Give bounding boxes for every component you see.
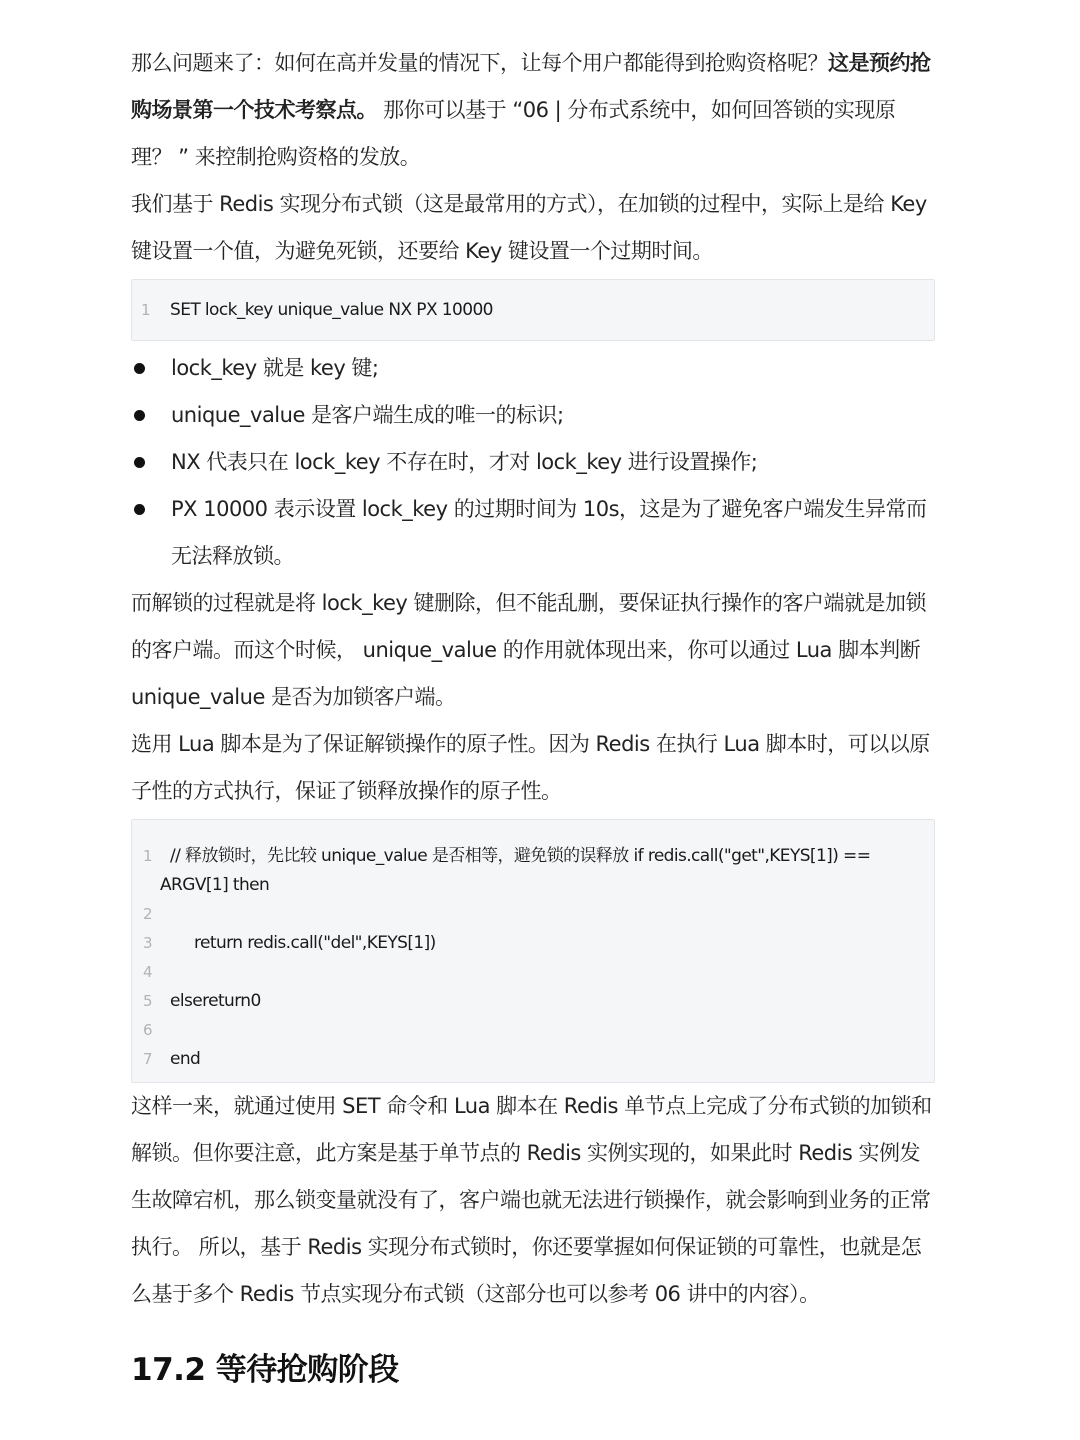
bullet-list <box>131 345 935 580</box>
paragraph-lua: 选用 Lua 脚本是为了保证解锁操作的原子性。因为 Redis 在执行 Lua 脚本时，可以以原子性的方式执行，保证了锁释放操作的原子性。 <box>131 732 930 803</box>
code-line-number: 2 <box>143 905 152 923</box>
code-line: end <box>170 1049 201 1069</box>
code-row <box>132 900 934 929</box>
section-heading: 17.2 等待抢购阶段 <box>131 1352 399 1388</box>
code-line-number: 1 <box>141 301 150 319</box>
paragraph-unlock: 而解锁的过程就是将 lock_key 键删除，但不能乱删，要保证执行操作的客户端就是加锁的客户端。而这个时候， unique_value 的作用就体现出来，你可以通过 Lua 脚本判断 unique_value 是否为加锁客户端。 <box>131 591 926 709</box>
list-item <box>131 392 935 439</box>
paragraph-intro-tail: 那你可以基于 “06 | 分布式系统中，如何回答锁的实现原理？ ” 来控制抢购资格的发放。 <box>131 98 896 169</box>
code-line: elsereturn0 <box>170 991 261 1011</box>
code-line-number: 5 <box>143 992 152 1010</box>
paragraph-intro-bold: 这是预约抢购场景第一个技术考察点。 <box>131 51 931 122</box>
code-line: return redis.call("del",KEYS[1]) <box>170 933 436 953</box>
code-row <box>132 987 934 1016</box>
code-block-lua <box>131 819 935 1083</box>
code-line: SET lock_key unique_value NX PX 10000 <box>170 300 493 320</box>
list-item-text: PX 10000 表示设置 lock_key 的过期时间为 10s，这是为了避免客户端发生异常而无法释放锁。 <box>171 497 927 568</box>
paragraph-redis-lock: 我们基于 Redis 实现分布式锁（这是最常用的方式），在加锁的过程中，实际上是给 Key 键设置一个值，为避免死锁，还要给 Key 键设置一个过期时间。 <box>131 192 927 263</box>
paragraph-intro-text: 那么问题来了：如何在高并发量的情况下，让每个用户都能得到抢购资格呢？ <box>131 51 828 75</box>
code-line-number: 4 <box>143 963 152 981</box>
list-item <box>131 439 935 486</box>
bullet-icon <box>134 504 145 515</box>
code-row <box>132 958 934 987</box>
list-item <box>131 345 935 392</box>
list-item <box>131 486 935 580</box>
document-page <box>131 40 935 1392</box>
code-line-number: 6 <box>143 1021 152 1039</box>
code-row <box>132 1016 934 1045</box>
code-block-set <box>131 279 935 341</box>
code-row <box>132 871 934 900</box>
list-item-text: unique_value 是客户端生成的唯一的标识; <box>171 403 564 427</box>
list-item-text: lock_key 就是 key 键; <box>171 356 379 380</box>
code-line <box>170 1016 934 1045</box>
bullet-icon <box>134 363 145 374</box>
code-line: ARGV[1] then <box>160 875 270 895</box>
bullet-icon <box>134 457 145 468</box>
code-line <box>170 958 934 987</box>
code-line-number: 7 <box>143 1050 152 1068</box>
code-line-number: 1 <box>143 847 152 865</box>
code-row <box>132 842 934 871</box>
code-row <box>132 1045 934 1074</box>
paragraph-summary: 这样一来，就通过使用 SET 命令和 Lua 脚本在 Redis 单节点上完成了分布式锁的加锁和解锁。但你要注意，此方案是基于单节点的 Redis 实例实现的，如果此时 Redis 实例发生故障宕机，那么锁变量就没有了，客户端也就无法进行锁操作，就会影响到业务的正常执行。 所以，基于 Redis 实现分布式锁时，你还要掌握如何保证锁的可靠性，也就是怎么基于多个 Redis 节点实现分布式锁（这部分也可以参考 06 讲中的内容）。 <box>131 1094 932 1306</box>
list-item-text: NX 代表只在 lock_key 不存在时，才对 lock_key 进行设置操作; <box>171 450 758 474</box>
code-row <box>132 929 934 958</box>
code-line-number: 3 <box>143 934 152 952</box>
code-line <box>170 900 934 929</box>
paragraph-intro <box>131 40 935 181</box>
code-line: // 释放锁时，先比较 unique_value 是否相等，避免锁的误释放 if redis.call("get",KEYS[1]) == <box>170 846 871 866</box>
bullet-icon <box>134 410 145 421</box>
